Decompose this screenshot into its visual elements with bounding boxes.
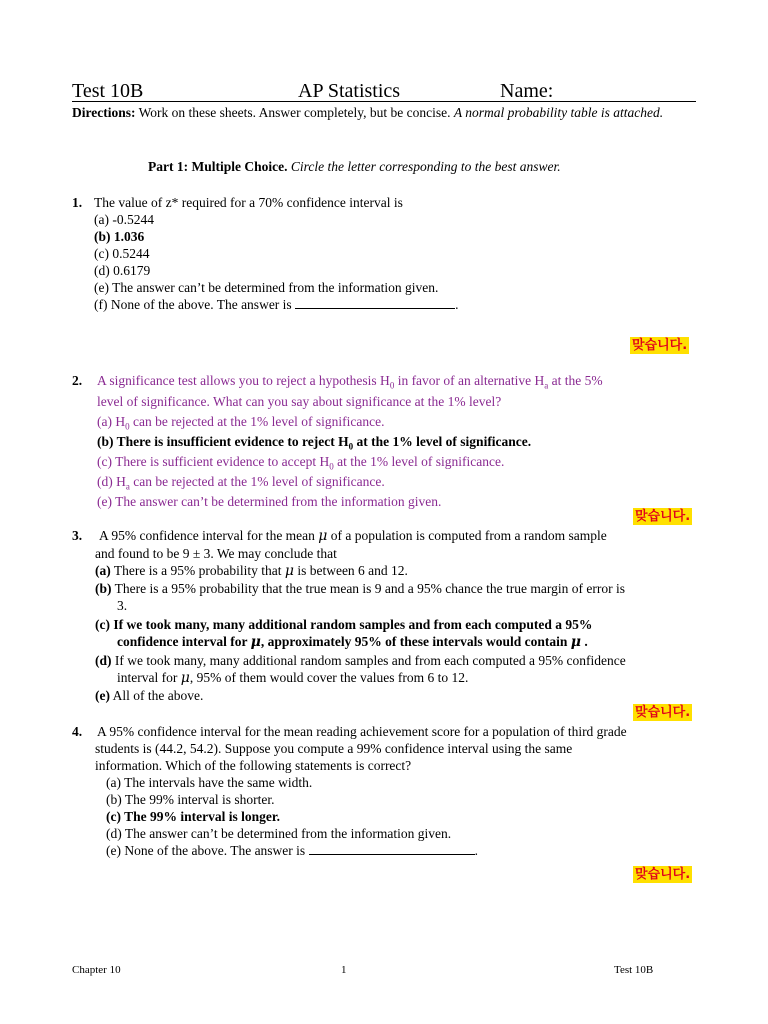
subscript: a — [544, 380, 549, 391]
option-text: is between 6 and 12. — [297, 563, 408, 578]
question-stem: The value of z* required for a 70% confidence interval is — [94, 195, 403, 210]
question-4 — [72, 723, 696, 859]
option-text: (e) None of the above. The answer is — [106, 843, 306, 858]
option-text: , approximately 95% of these intervals would contain — [260, 634, 568, 649]
option-b — [97, 432, 696, 452]
option-text: (a) H — [97, 414, 126, 429]
option-text: (b) There is insufficient evidence to reject H — [97, 434, 349, 449]
option-a: (a) -0.5244 — [94, 212, 154, 227]
option-f: (f) None of the above. The answer is . — [94, 297, 459, 312]
option-text: , 95% of them would cover the values from 6 to 12. — [189, 670, 469, 685]
correct-badge: 맞습니다. — [635, 509, 691, 524]
question-2 — [72, 372, 696, 512]
stem-text: in favor of an alternative H — [394, 373, 545, 388]
option-e — [95, 687, 696, 704]
option-c — [97, 452, 696, 472]
subscript: 0 — [348, 441, 354, 452]
option-b — [95, 580, 696, 597]
stem-text: at the 5% — [548, 373, 603, 388]
option-text: interval for — [117, 670, 178, 685]
directions-label: Directions: — [72, 105, 136, 120]
option-e: (e) The answer can’t be determined from the information given. — [94, 280, 439, 295]
option-text: (d) H — [97, 474, 126, 489]
option-c: (c) The 99% interval is longer. — [106, 809, 280, 824]
question-3 — [72, 527, 696, 704]
test-title: Test 10B — [72, 80, 144, 102]
stem-text: A 95% confidence interval for the mean — [99, 528, 315, 543]
question-stem-line-2: students is (44.2, 54.2). Suppose you compute a 99% confidence interval using the same — [95, 741, 573, 756]
question-1 — [72, 194, 696, 313]
part-label: Part 1: Multiple Choice. — [148, 159, 288, 174]
header-rule — [72, 101, 696, 102]
question-stem-line-1: A 95% confidence interval for the mean reading achievement score for a population of third grade — [97, 724, 627, 739]
option-text: If we took many, many additional random samples and from each computed a 95% confidence — [114, 653, 626, 668]
mu-symbol: μ — [570, 634, 581, 650]
option-label: (d) — [95, 653, 112, 668]
part-instruction: Circle the letter corresponding to the best answer. — [290, 159, 561, 174]
stem-text: of a population is computed from a random sample — [330, 528, 607, 543]
option-c-continued — [95, 633, 696, 651]
option-label: (a) — [95, 563, 111, 578]
option-text: at the 1% level of significance. — [333, 454, 505, 469]
directions-text: Work on these sheets. Answer completely, but be concise. — [138, 105, 451, 120]
option-d — [95, 652, 696, 669]
answer-blank — [309, 842, 475, 855]
option-b: (b) The 99% interval is shorter. — [106, 792, 275, 807]
correct-badge: 맞습니다. — [635, 705, 691, 720]
option-label: (c) — [95, 617, 110, 632]
option-e: (e) The answer can’t be determined from the information given. — [97, 494, 442, 509]
option-text: . — [584, 634, 588, 649]
question-number: 4. — [72, 724, 83, 739]
mu-symbol: μ — [250, 634, 261, 650]
option-a — [95, 562, 696, 580]
option-d: (d) The answer can’t be determined from the information given. — [106, 826, 452, 841]
option-text: There is a 95% probability that — [113, 563, 282, 578]
part-heading — [148, 158, 561, 175]
option-a: (a) The intervals have the same width. — [106, 775, 313, 790]
option-b-continued: 3. — [117, 598, 128, 613]
question-stem-line-2: level of significance. What can you say about significance at the 1% level? — [97, 394, 502, 409]
question-stem-line-1 — [97, 372, 696, 389]
option-text: confidence interval for — [117, 634, 248, 649]
course-title: AP Statistics — [298, 80, 401, 102]
footer-chapter: Chapter 10 — [72, 964, 121, 976]
correct-badge: 맞습니다. — [632, 338, 688, 353]
subscript: 0 — [125, 421, 130, 432]
question-stem-line-2: and found to be 9 ± 3. We may conclude that — [95, 546, 337, 561]
option-label: (e) — [95, 688, 110, 703]
subscript: 0 — [389, 380, 395, 391]
correct-badge: 맞습니다. — [635, 867, 691, 882]
option-c — [95, 616, 696, 633]
directions-italic: A normal probability table is attached. — [453, 105, 664, 120]
option-e: (e) None of the above. The answer is . — [106, 843, 478, 858]
option-label: (b) — [95, 581, 112, 596]
stem-text: A significance test allows you to reject a hypothesis H — [97, 373, 390, 388]
option-d-continued — [95, 669, 696, 687]
option-f-text: (f) None of the above. The answer is — [94, 297, 292, 312]
option-text: can be rejected at the 1% level of significance. — [129, 414, 385, 429]
option-text: If we took many, many additional random samples and from each computed a 95% — [113, 617, 593, 632]
answer-blank — [295, 296, 455, 309]
subscript: 0 — [329, 461, 334, 472]
question-stem-line-3: information. Which of the following statements is correct? — [95, 758, 412, 773]
option-c: (c) 0.5244 — [94, 246, 150, 261]
directions — [72, 104, 696, 121]
question-number: 2. — [72, 373, 83, 388]
question-number: 1. — [72, 195, 83, 210]
mu-symbol: μ — [318, 528, 328, 544]
option-d: (d) 0.6179 — [94, 263, 151, 278]
option-text: can be rejected at the 1% level of significance. — [129, 474, 385, 489]
option-d — [97, 472, 696, 492]
mu-symbol: μ — [284, 563, 294, 579]
option-text: (c) There is sufficient evidence to accept H — [97, 454, 330, 469]
option-text: There is a 95% probability that the true mean is 9 and a 95% chance the true margin of error is — [114, 581, 625, 596]
option-text: All of the above. — [112, 688, 204, 703]
footer-page-number: 1 — [341, 964, 347, 976]
footer-test: Test 10B — [614, 964, 654, 976]
option-a — [97, 412, 696, 432]
option-text: at the 1% level of significance. — [353, 434, 532, 449]
question-number: 3. — [72, 528, 83, 543]
mu-symbol: μ — [180, 670, 190, 686]
option-b: (b) 1.036 — [94, 229, 145, 244]
subscript: a — [125, 481, 130, 492]
name-label: Name: — [500, 80, 554, 102]
